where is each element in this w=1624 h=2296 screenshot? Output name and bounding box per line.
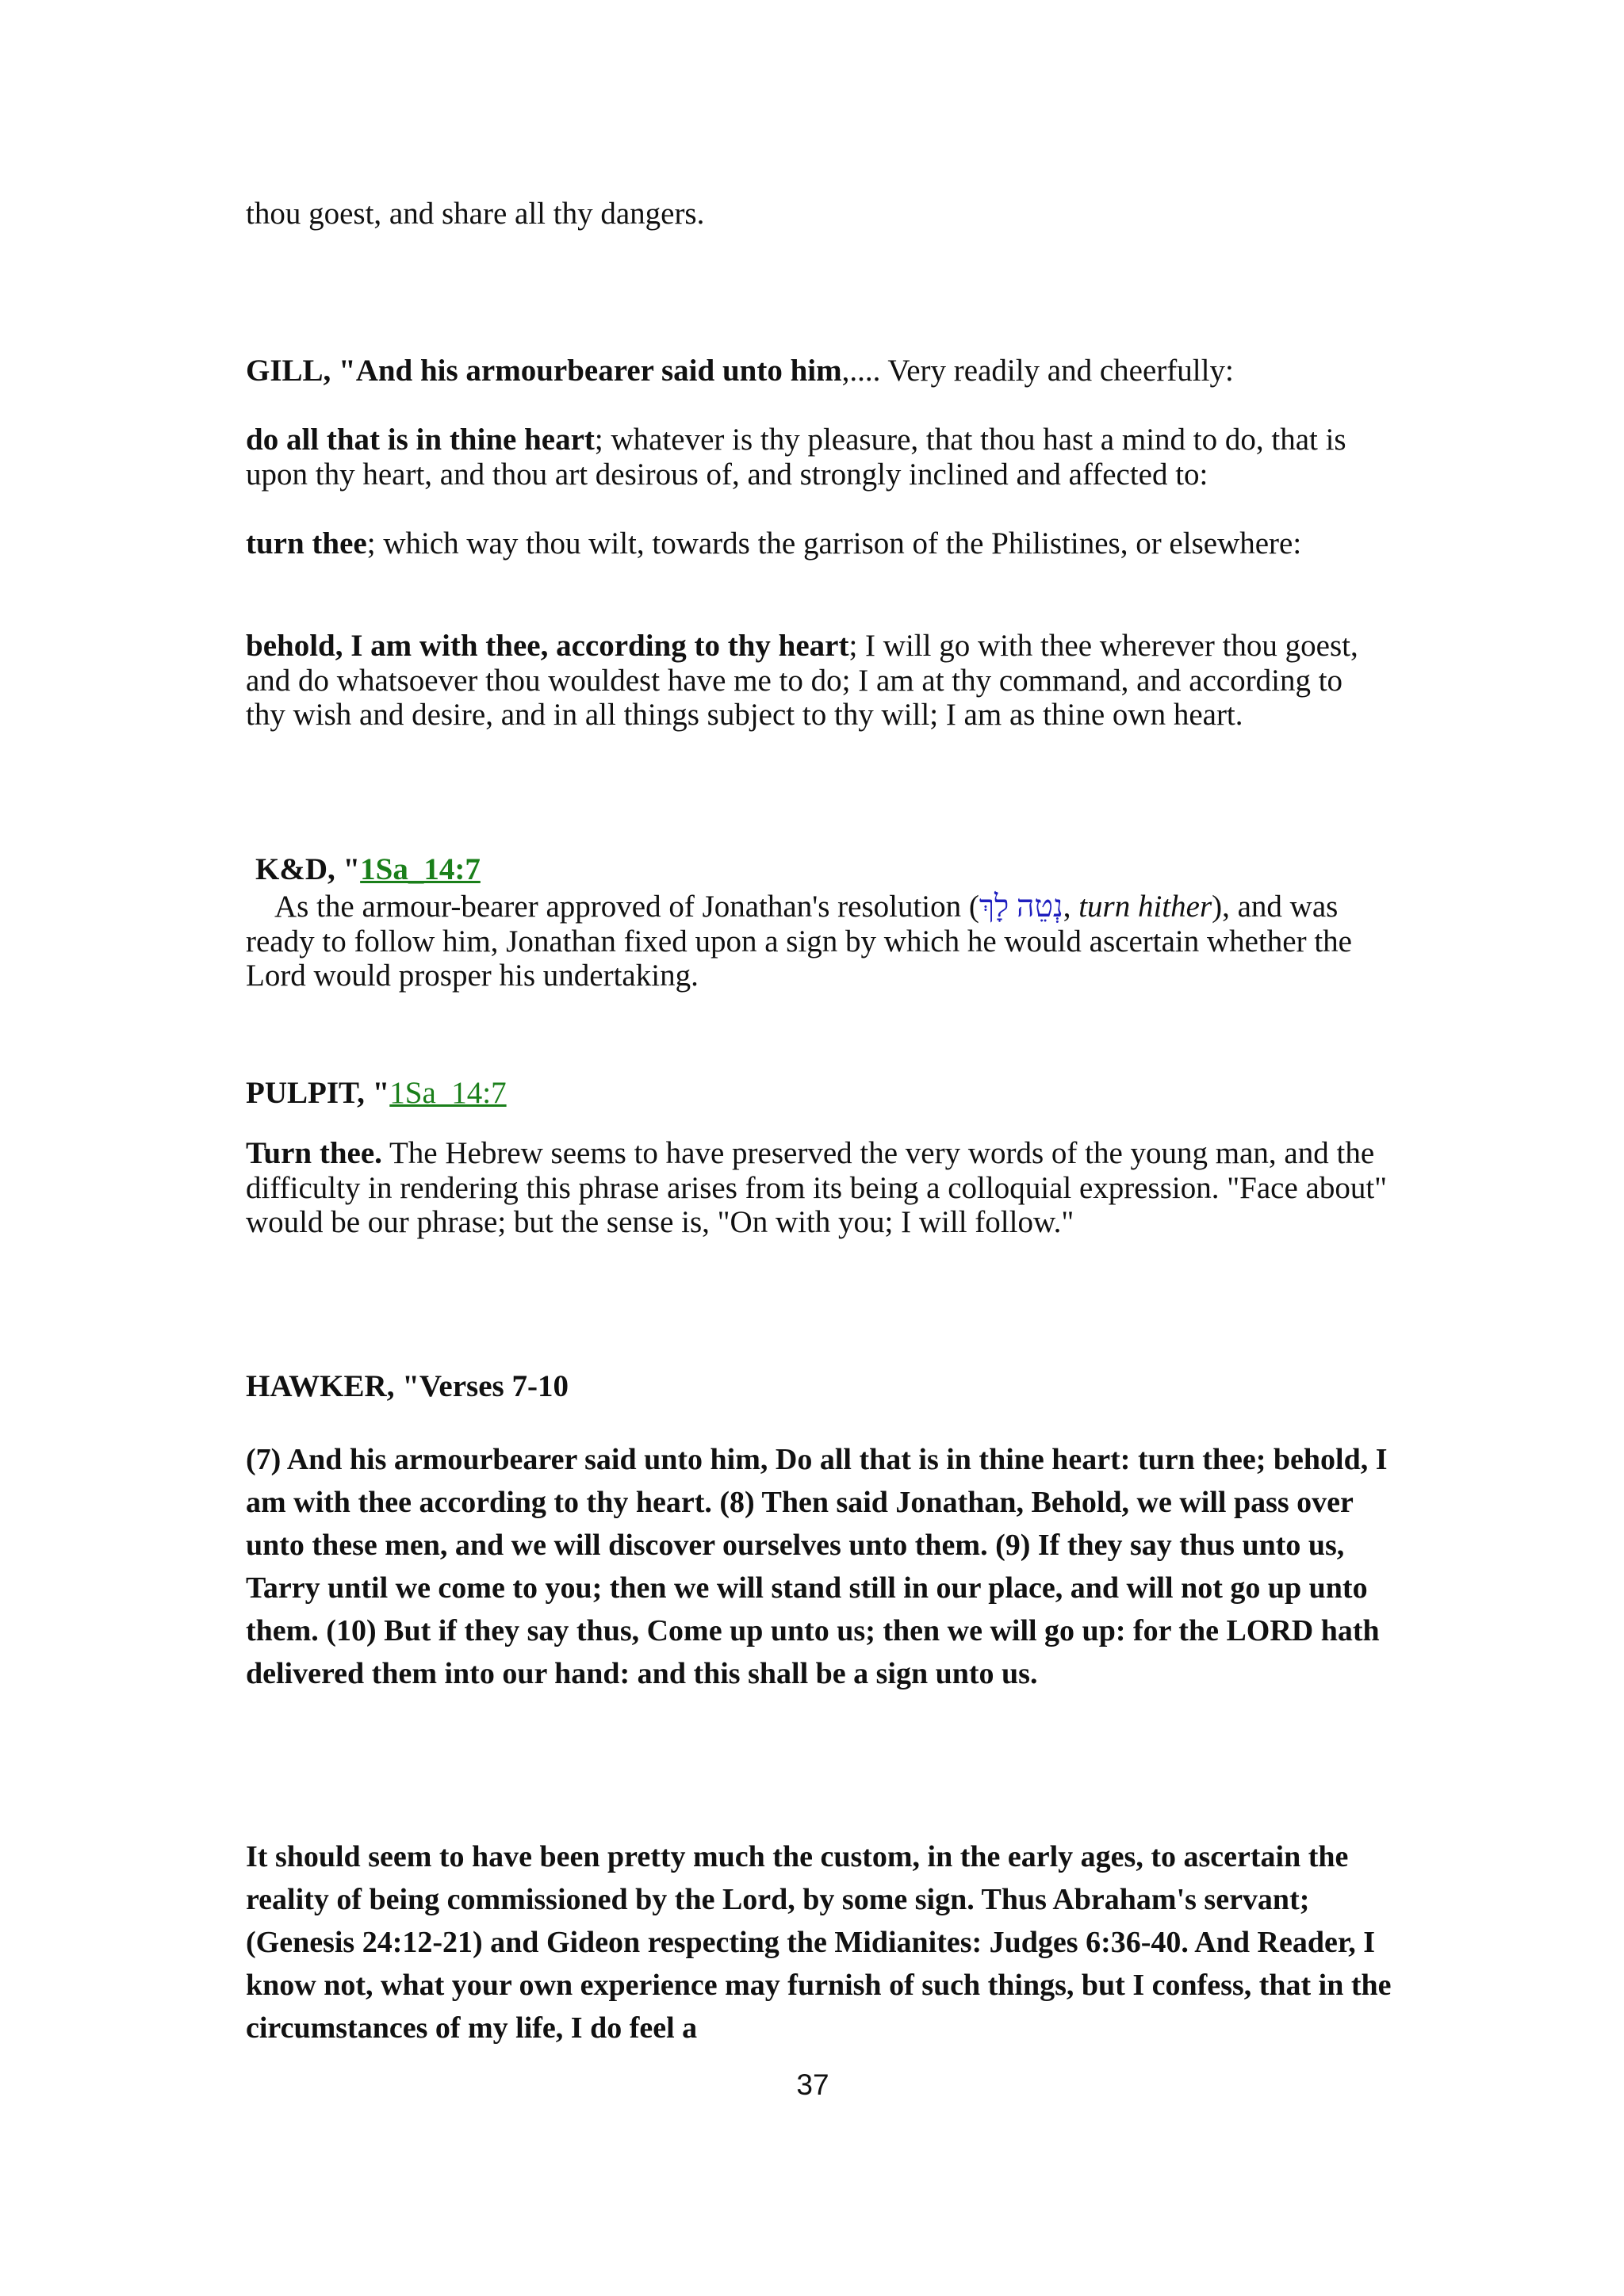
gill-paragraph-2 [246,526,1388,561]
kd-paragraph [246,890,1388,993]
kd-hebrew-word[interactable]: נְטֵה לָךְ [979,890,1063,924]
pulpit-reference-link[interactable]: 1Sa_14:7 [389,1076,507,1110]
kd-text-comma: , [1063,890,1079,924]
kd-heading [255,852,481,887]
kd-label: K&D, " [255,852,361,886]
continuation-text: thou goest, and share all thy dangers. [246,197,705,231]
gill-lead-bold: GILL, "And his armourbearer said unto him [246,354,842,388]
hawker-verses: (7) And his armourbearer said unto him, Do all that is in thine heart: turn thee; behold, I am with thee according to thy heart. (8) Then said Jonathan, Behold, we will pass over unto these men, and we will discover ourselves unto them. (9) If they say thus unto us, Tarry until we come to you; then we will stand still in our place, and will not go up unto them. (10) But if they say thus, Come up unto us; then we will go up: for the LORD hath delivered them into our hand: and this shall be a sign unto us. [246,1443,1388,1690]
gill-p3-bold: behold, I am with thee, according to thy heart [246,629,849,663]
gill-p1-bold: do all that is in thine heart [246,423,595,457]
page-number: 37 [796,2068,829,2101]
gill-paragraph-1 [246,423,1388,492]
gill-lead-rest: ,.... Very readily and cheerfully: [841,354,1234,388]
document-page [246,0,1392,2296]
gill-p3-text: ; I will go with thee wherever thou goest, and do whatsoever thou wouldest have me to do; I am at thy command, and according to thy wish and desire, and in all things subject to thy will; I am as thine own heart. [246,629,1358,732]
kd-text-after: ), and was ready to follow him, Jonathan fixed upon a sign by which he would ascertain whether the Lord would prosper his undertaking. [246,890,1352,993]
gill-lead [246,354,1388,388]
pulpit-paragraph [246,1136,1388,1240]
kd-italic-text: turn hither [1078,890,1212,924]
kd-reference-link[interactable]: 1Sa_14:7 [360,852,481,886]
pulpit-label: PULPIT, " [246,1076,390,1110]
hawker-commentary: It should seem to have been pretty much the custom, in the early ages, to ascertain the reality of being commissioned by the Lord, by some sign. Thus Abraham's servant; (Genesis 24:12-21) and Gideon respecting the Midianites: Judges 6:36-40. And Reader, I know not, what your own experience may furnish of such things, but I confess, that in the circumstances of my life, I do feel a [246,1840,1392,2045]
hawker-heading: HAWKER, "Verses 7-10 [246,1369,569,1403]
pulpit-bold: Turn thee. [246,1136,382,1170]
gill-paragraph-3 [246,629,1388,733]
gill-p1-text: ; whatever is thy pleasure, that thou hast a mind to do, that is upon thy heart, and thou art desirous of, and strongly inclined and affected to: [246,423,1346,492]
gill-p2-bold: turn thee [246,526,367,561]
pulpit-text: The Hebrew seems to have preserved the very words of the young man, and the difficulty in rendering this phrase arises from its being a colloquial expression. "Face about" would be our phrase; but the sense is, "On with you; I will follow." [246,1136,1388,1239]
kd-text-before: As the armour-bearer approved of Jonathan's resolution ( [274,890,979,924]
pulpit-heading [246,1076,1388,1111]
gill-p2-text: ; which way thou wilt, towards the garrison of the Philistines, or elsewhere: [366,526,1302,561]
